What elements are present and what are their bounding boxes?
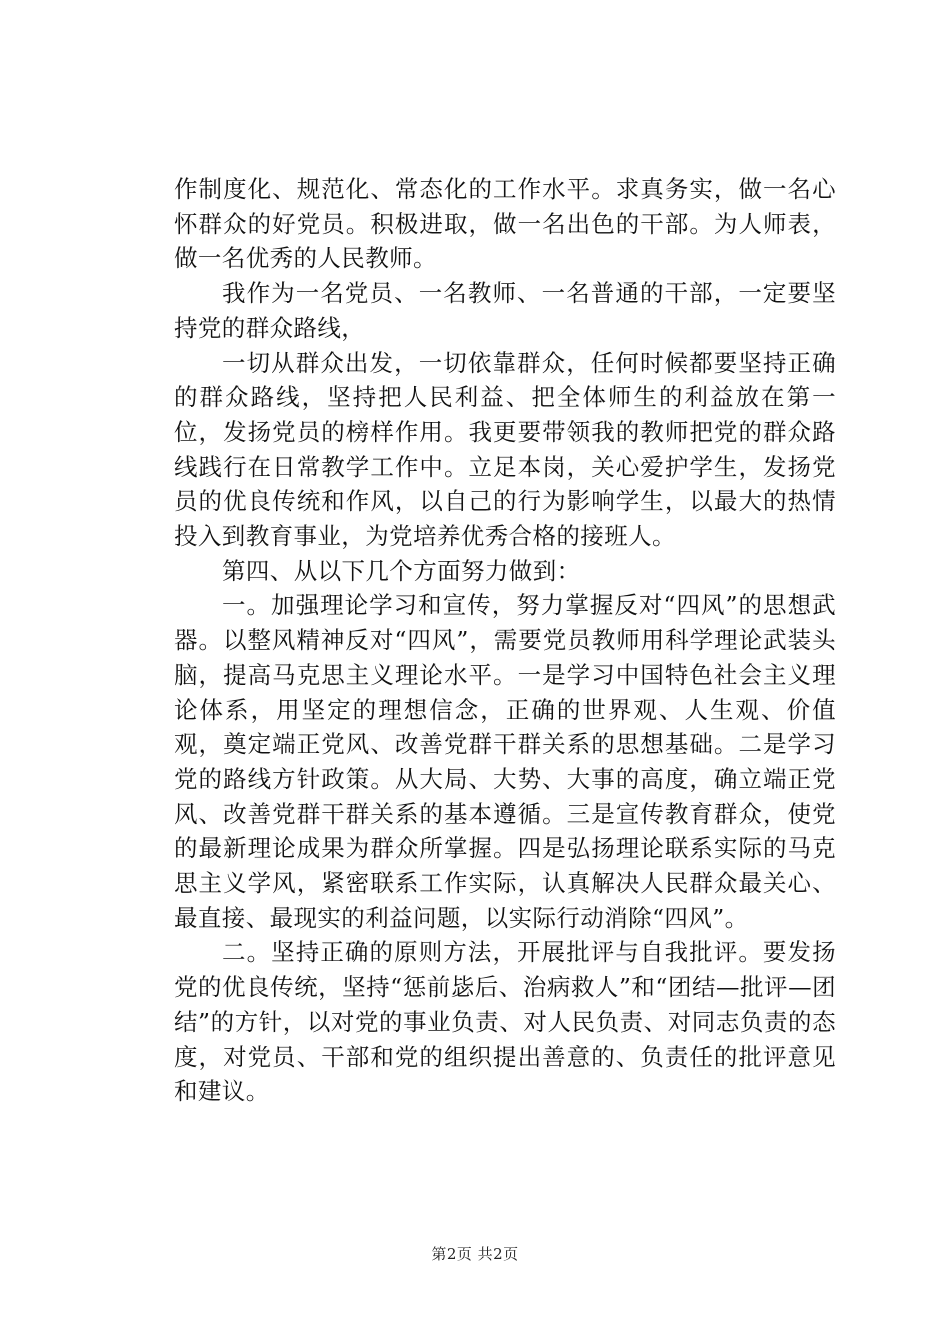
paragraph-point-one: 一。加强理论学习和宣传，努力掌握反对“四风”的思想武器。以整风精神反对“四风”，需要党员教师用科学理论武装头脑，提高马克思主义理论水平。一是学习中国特色社会主义理论体系，用坚定的理想信念，正确的世界观、人生观、价值观，奠定端正党风、改善党群干群关系的思想基础。二是学习党的路线方针政策。从大局、大势、大事的高度，确立端正党风、改善党群干群关系的基本遵循。三是宣传教育群众，使党的最新理论成果为群众所掌握。四是弘扬理论联系实际的马克思主义学风，紧密联系工作实际，认真解决人民群众最关心、最直接、最现实的利益问题，以实际行动消除“四风”。 bbox=[174, 591, 836, 932]
page-number-footer: 第2页 共2页 bbox=[431, 1245, 519, 1263]
paragraph-commitment: 我作为一名党员、一名教师、一名普通的干部，一定要坚持党的群众路线， bbox=[174, 279, 836, 342]
paragraph-point-two: 二。坚持正确的原则方法，开展批评与自我批评。要发扬党的优良传统，坚持“惩前毖后、治病救人”和“团结—批评—团结”的方针，以对党的事业负责、对人民负责、对同志负责的态度，对党员、干部和党的组织提出善意的、负责任的批评意见和建议。 bbox=[174, 938, 836, 1106]
document-body bbox=[174, 172, 836, 1109]
paragraph-continuation: 作制度化、规范化、常态化的工作水平。求真务实，做一名心怀群众的好党员。积极进取，做一名出色的干部。为人师表，做一名优秀的人民教师。 bbox=[174, 175, 836, 273]
paragraph-mass-line: 一切从群众出发，一切依靠群众，任何时候都要坚持正确的群众路线，坚持把人民利益、把全体师生的利益放在第一位，发扬党员的榜样作用。我更要带领我的教师把党的群众路线践行在日常教学工作中。立足本岗，关心爱护学生，发扬党员的优良传统和作风，以自己的行为影响学生，以最大的热情投入到教育事业，为党培养优秀合格的接班人。 bbox=[174, 348, 836, 551]
section-heading-fourth: 第四、从以下几个方面努力做到： bbox=[222, 556, 581, 585]
